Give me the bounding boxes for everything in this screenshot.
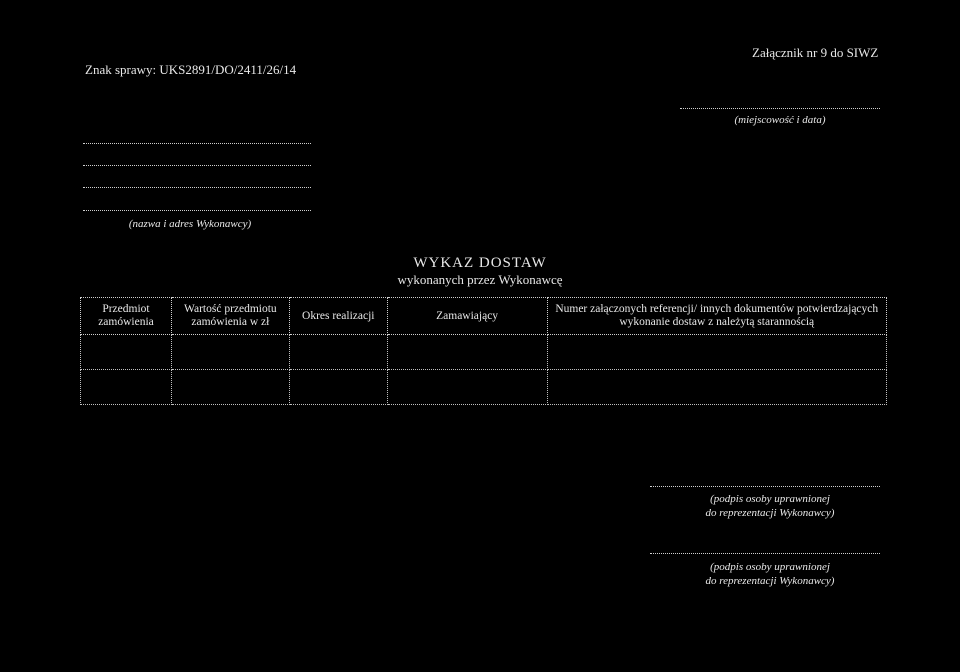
place-date-caption: (miejscowość i data) — [734, 114, 826, 126]
header-value: Wartość przedmiotu zamówienia w zł — [171, 298, 289, 335]
table-cell[interactable] — [81, 335, 172, 370]
table-cell[interactable] — [289, 335, 387, 370]
table-cell[interactable] — [81, 370, 172, 405]
signature-line-1 — [650, 486, 880, 487]
document-title: WYKAZ DOSTAW — [413, 255, 547, 271]
case-number: Znak sprawy: UKS2891/DO/2411/26/14 — [85, 62, 297, 77]
header-references: Numer załączonych referencji/ innych dokumentów potwierdzających wykonanie dostaw z należytą starannością — [547, 298, 887, 335]
table-cell[interactable] — [387, 335, 547, 370]
contractor-line-2 — [83, 165, 311, 166]
contractor-line-4 — [83, 210, 311, 211]
document-subtitle: wykonanych przez Wykonawcę — [397, 272, 563, 287]
header-subject: Przedmiot zamówienia — [81, 298, 172, 335]
deliveries-table — [80, 297, 887, 405]
contractor-line-3 — [83, 187, 311, 188]
header-period: Okres realizacji — [289, 298, 387, 335]
table-row — [81, 370, 887, 405]
table-cell[interactable] — [547, 370, 887, 405]
table-cell[interactable] — [289, 370, 387, 405]
signature-caption-2a: (podpis osoby uprawnionej — [710, 561, 830, 573]
header-client: Zamawiający — [387, 298, 547, 335]
place-date-line — [680, 108, 880, 109]
table-cell[interactable] — [171, 370, 289, 405]
table-header-row — [81, 298, 887, 335]
table-cell[interactable] — [547, 335, 887, 370]
signature-line-2 — [650, 553, 880, 554]
contractor-line-1 — [83, 143, 311, 144]
table-cell[interactable] — [171, 335, 289, 370]
contractor-caption: (nazwa i adres Wykonawcy) — [128, 218, 252, 230]
table-cell[interactable] — [387, 370, 547, 405]
signature-caption-1a: (podpis osoby uprawnionej — [710, 493, 830, 505]
attachment-label: Załącznik nr 9 do SIWZ — [752, 45, 879, 60]
signature-caption-1b: do reprezentacji Wykonawcy) — [705, 507, 835, 519]
signature-caption-2b: do reprezentacji Wykonawcy) — [705, 575, 835, 587]
table-row — [81, 335, 887, 370]
